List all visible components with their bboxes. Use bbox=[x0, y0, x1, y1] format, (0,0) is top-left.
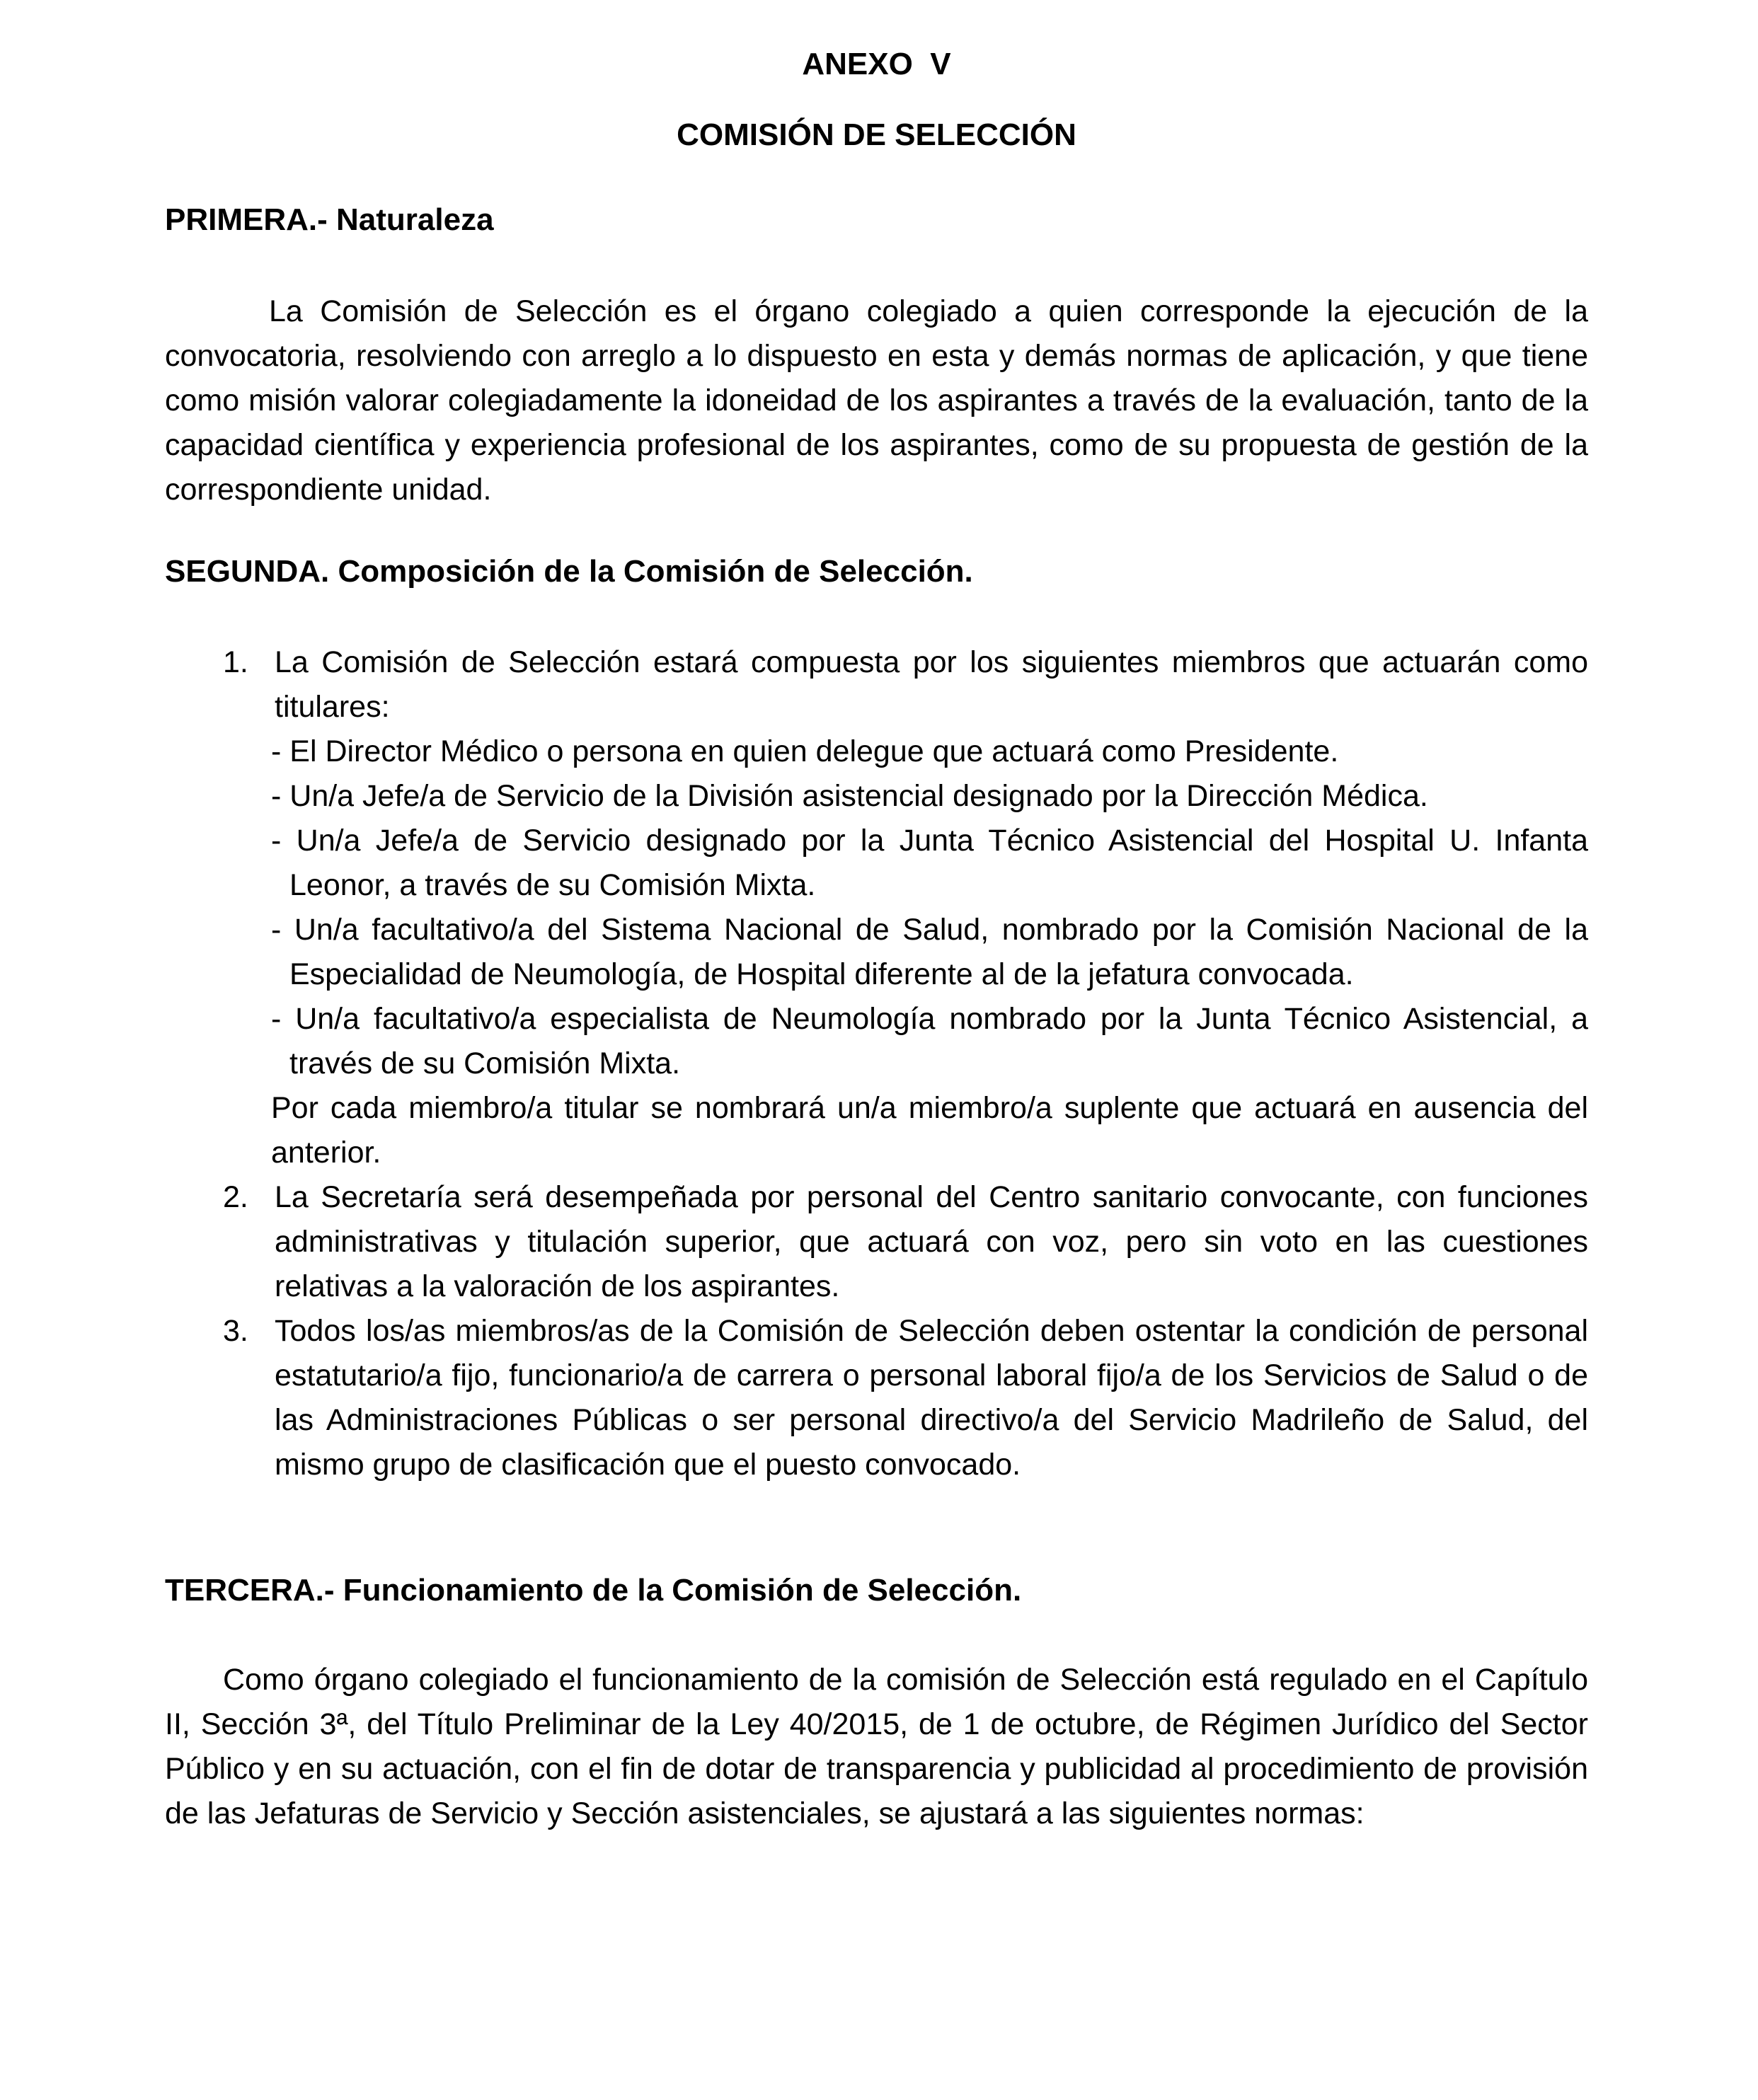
numbered-item-2 bbox=[165, 1175, 1588, 1309]
numbered-item-1-marker: 1. bbox=[223, 645, 248, 679]
numbered-item-3 bbox=[165, 1309, 1588, 1487]
section-segunda-heading: SEGUNDA. Composición de la Comisión de Selección. bbox=[165, 554, 973, 589]
section-tercera-heading: TERCERA.- Funcionamiento de la Comisión de Selección. bbox=[165, 1573, 1022, 1608]
primera-paragraph: La Comisión de Selección es el órgano colegiado a quien corresponde la ejecución de la convocatoria, resolviendo con arreglo a lo dispuesto en esta y demás normas de aplicación, y que tiene como misión valorar colegiadamente la idoneidad de los aspirantes a través de la evaluación, tanto de la capacidad científica y experiencia profesional de los aspirantes, como de su propuesta de gestión de la correspondiente unidad. bbox=[165, 294, 1588, 507]
dash-item-facultativo-sns: - Un/a facultativo/a del Sistema Nacional de Salud, nombrado por la Comisión Nacional de la Especialidad de Neumología, de Hospital diferente al de la jefatura convocada. bbox=[271, 913, 1588, 991]
numbered-item-3-text: Todos los/as miembros/as de la Comisión de Selección deben ostentar la condición de personal estatutario/a fijo, funcionario/a de carrera o personal laboral fijo/a de los Servicios de Salud o de las Administraciones Públicas o ser personal directivo/a del Servicio Madrileño de Salud, del mismo grupo de clasificación que el puesto convocado. bbox=[275, 1314, 1588, 1482]
numbered-item-2-marker: 2. bbox=[223, 1180, 248, 1214]
numbered-item-2-text: La Secretaría será desempeñada por personal del Centro sanitario convocante, con funciones administrativas y titulación superior, que actuará con voz, pero sin voto en las cuestiones relativas a la valoración de los aspirantes. bbox=[275, 1180, 1588, 1303]
suplente-note: Por cada miembro/a titular se nombrará un/a miembro/a suplente que actuará en ausencia del anterior. bbox=[271, 1091, 1588, 1170]
dash-item-jefe-division: - Un/a Jefe/a de Servicio de la División asistencial designado por la Dirección Médica. bbox=[271, 779, 1428, 813]
numbered-item-1 bbox=[165, 640, 1588, 729]
dash-item-director: - El Director Médico o persona en quien delegue que actuará como Presidente. bbox=[271, 734, 1339, 768]
dash-item-jefe-junta: - Un/a Jefe/a de Servicio designado por la Junta Técnico Asistencial del Hospital U. Infanta Leonor, a través de su Comisión Mixta. bbox=[271, 824, 1588, 902]
annex-title: ANEXO V bbox=[802, 47, 951, 81]
document-subtitle: COMISIÓN DE SELECCIÓN bbox=[677, 117, 1076, 152]
section-primera-heading: PRIMERA.- Naturaleza bbox=[165, 202, 494, 237]
dash-item-facultativo-neumologia: - Un/a facultativo/a especialista de Neumología nombrado por la Junta Técnico Asistencial, a través de su Comisión Mixta. bbox=[271, 1002, 1588, 1080]
tercera-paragraph: Como órgano colegiado el funcionamiento de la comisión de Selección está regulado en el Capítulo II, Sección 3ª, del Título Preliminar de la Ley 40/2015, de 1 de octubre, de Régimen Jurídico del Sector Público y en su actuación, con el fin de dotar de transparencia y publicidad al procedimiento de provisión de las Jefaturas de Servicio y Sección asistenciales, se ajustará a las siguientes normas: bbox=[165, 1663, 1588, 1830]
numbered-item-3-marker: 3. bbox=[223, 1314, 248, 1348]
numbered-item-1-text: La Comisión de Selección estará compuesta por los siguientes miembros que actuarán como titulares: bbox=[275, 645, 1588, 724]
